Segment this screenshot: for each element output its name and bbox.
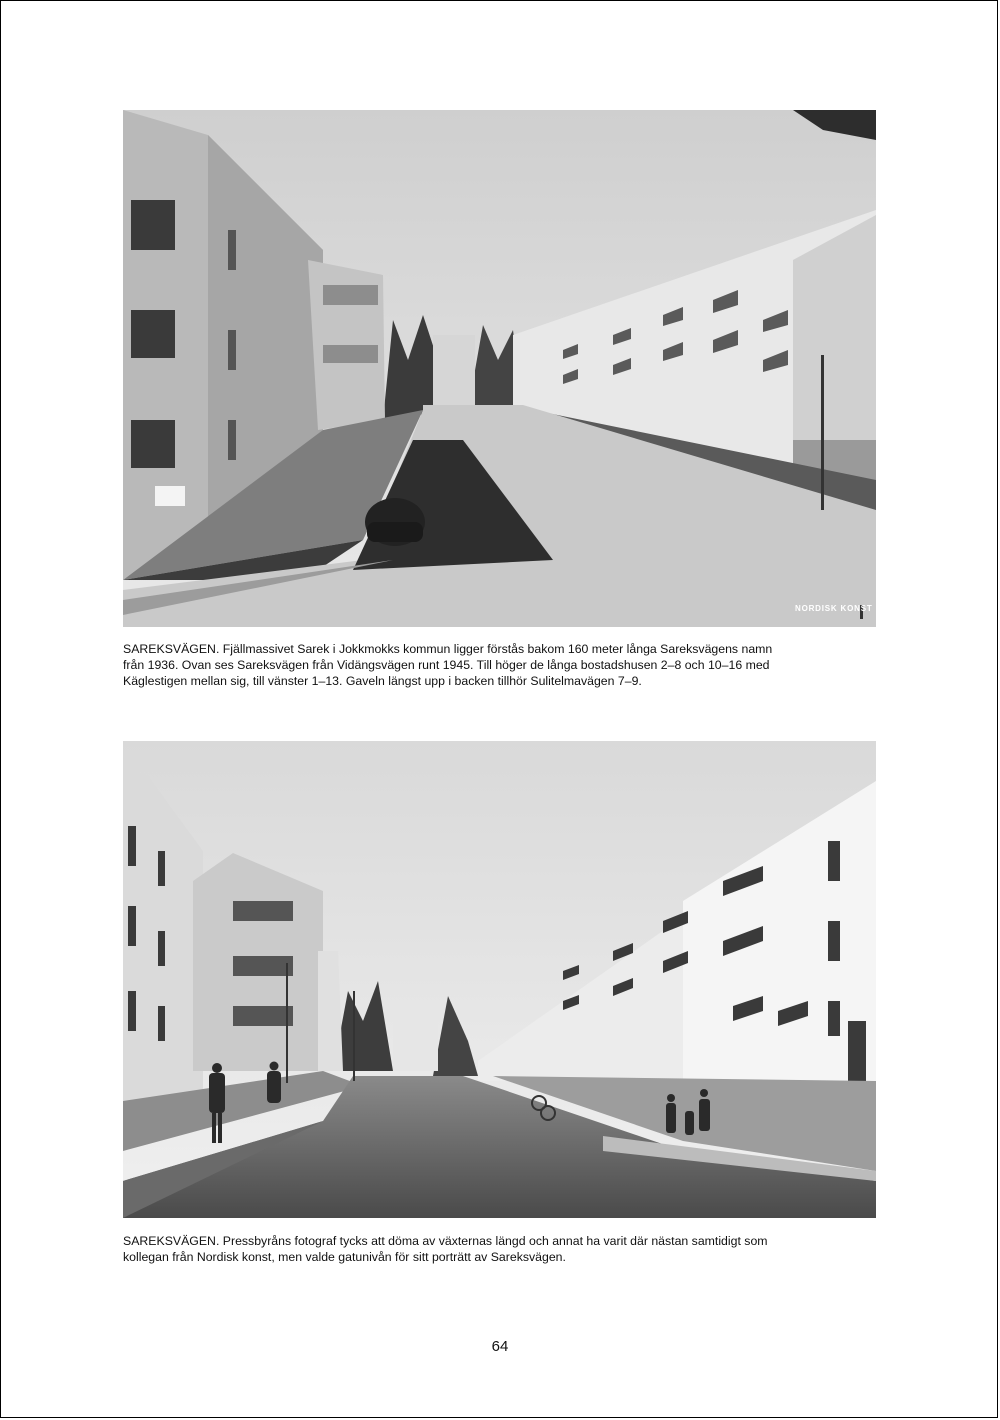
photo-2-illustration [123, 741, 876, 1218]
caption-photo-1: SAREKSVÄGEN. Fjällmassivet Sarek i Jokkmokks kommun ligger förstås bakom 160 meter långa Sareksvägens namn från 1936. Ovan ses Sareksvägen från Vidängsvägen runt 1945. Till höger de långa bostadshusen 2–8 och 10–16 med Käglestigen mellan sig, till vänster 1–13. Gaveln längst upp i backen tillhör Sulitelmavägen 7–9. [123, 642, 773, 688]
caption-photo-2: SAREKSVÄGEN. Pressbyråns fotograf tycks att döma av växternas längd och annat ha varit där nästan samtidigt som kollegan från Nordisk konst, men valde gatunivån för sitt porträtt av Sareksvägen. [123, 1234, 768, 1264]
photo-sareksvagen-1945 [123, 110, 876, 627]
watermark-nordisk-konst: NORDISK KONST [795, 604, 873, 613]
page-number: 64 [491, 1338, 509, 1355]
photo-sareksvagen-street-level [123, 741, 876, 1218]
photo-1-illustration [123, 110, 876, 627]
